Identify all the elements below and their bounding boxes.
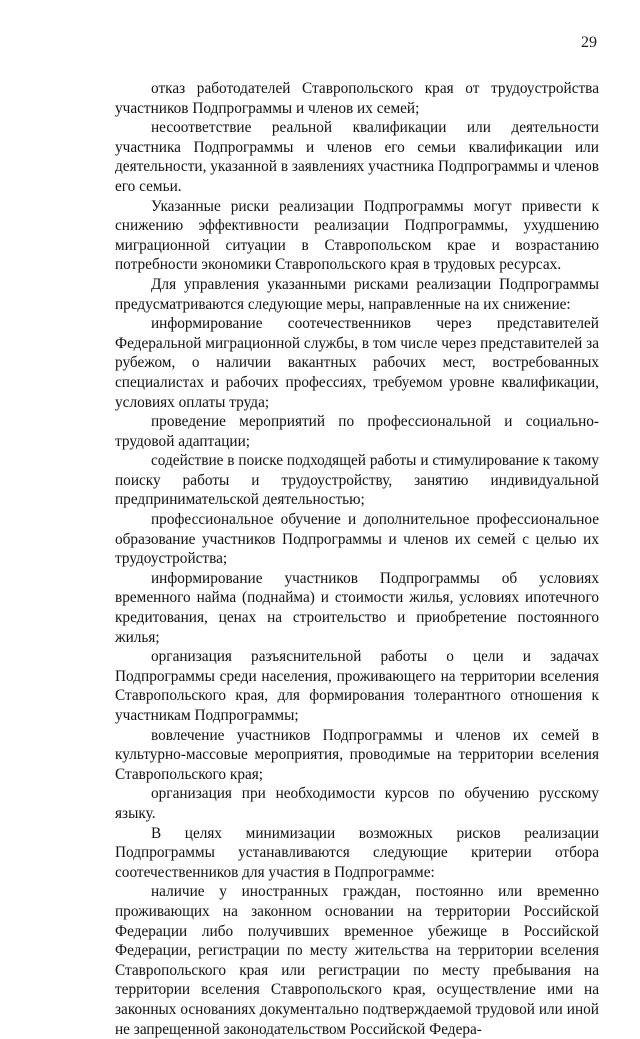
body-text [115, 79, 599, 1039]
paragraph: профессиональное обучение и дополнительное профессиональное образование участников Подпрограммы и членов их семей с целью их трудоустройства; [115, 511, 599, 568]
paragraph: вовлечение участников Подпрограммы и членов их семей в культурно-массовые мероприятия, проводимые на территории вселения Ставропольского края; [115, 726, 599, 783]
paragraph: Для управления указанными рисками реализации Подпрограммы предусматриваются следующие меры, направленные на их снижение: [115, 275, 599, 313]
paragraph: информирование участников Подпрограммы об условиях временного найма (поднайма) и стоимости жилья, условиях ипотечного кредитования, ценах на строительство и приобретение постоянного жилья; [115, 569, 599, 646]
paragraph: организация разъяснительной работы о цели и задачах Подпрограммы среди населения, проживающего на территории вселения Ставропольского края, для формирования толерантного отношения к участникам Подпрограммы; [115, 648, 599, 724]
paragraph: В целях минимизации возможных рисков реализации Подпрограммы устанавливаются следующие критерии отбора соотечественников для участия в Подпрограмме: [115, 824, 599, 881]
paragraph: отказ работодателей Ставропольского края от трудоустройства участников Подпрограммы и членов их семей; [115, 80, 599, 117]
paragraph: организация при необходимости курсов по обучению русскому языку. [115, 785, 599, 822]
paragraph: информирование соотечественников через представителей Федеральной миграционной службы, в том числе через представителей за рубежом, о наличии вакантных рабочих мест, востребованных специалистах и рабочих профессиях, требуемом уровне квалификации, условиях оплаты труда; [115, 315, 599, 411]
paragraph: содействие в поиске подходящей работы и стимулирование к такому поиску работы и трудоустройству, занятию индивидуальной предпринимательской деятельностью; [115, 452, 599, 509]
page-number: 29 [581, 34, 597, 51]
paragraph: наличие у иностранных граждан, постоянно или временно проживающих на законном основании на территории Российской Федерации либо получивших временное убежище в Российской Федерации, регистрации по месту жительства на территории вселения Ставропольского края или регистрации по месту пребывания на территории вселения Ставропольского края, осуществление ими на законных основаниях документально подтверждаемой трудовой или иной не запрещенной законодательством Российской Федера- [115, 883, 599, 1038]
paragraph: Указанные риски реализации Подпрограммы могут привести к снижению эффективности реализации Подпрограммы, ухудшению миграционной ситуации в Ставропольском крае и возрастанию потребности экономики Ставропольского края в трудовых ресурсах. [115, 197, 599, 274]
paragraph: проведение мероприятий по профессиональной и социально-трудовой адаптации; [115, 413, 599, 450]
paragraph: несоответствие реальной квалификации или деятельности участника Подпрограммы и членов его семьи квалификации или деятельности, указанной в заявлениях участника Подпрограммы и членов его семьи. [115, 119, 599, 195]
